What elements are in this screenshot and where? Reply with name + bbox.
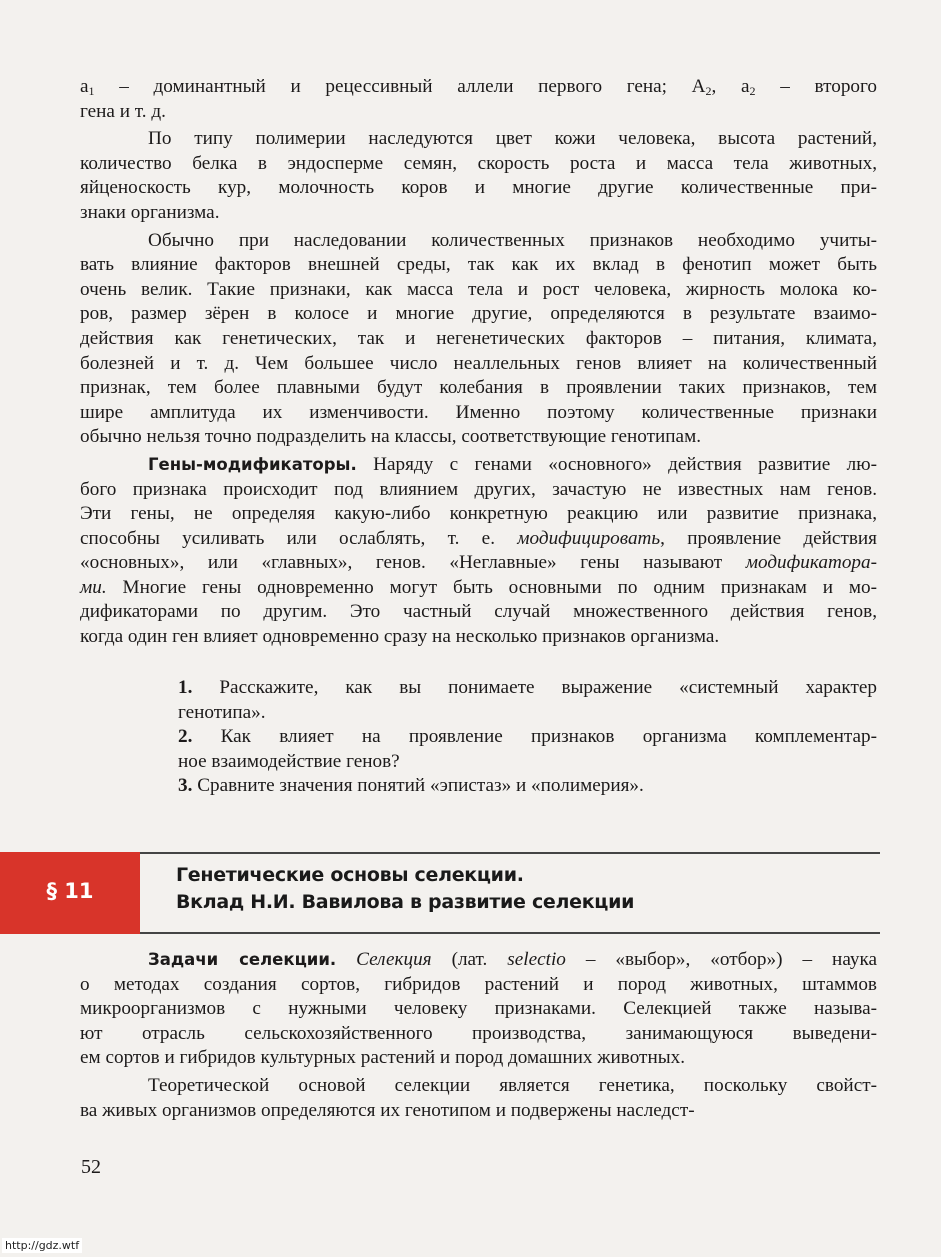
text-run: количество белка в эндосперме семян, скорость роста и масса тела животных, <box>80 152 877 174</box>
review-questions <box>178 676 877 799</box>
text-run: ем сортов и гибридов культурных растений и пород домашних животных. <box>80 1047 685 1069</box>
text-run: Расскажите, как вы понимаете выражение «системный характер <box>192 677 877 698</box>
body-text-top <box>80 75 877 653</box>
text-line <box>80 1046 877 1071</box>
text-run: ров, размер зёрен в колосе и многие другие, определяются в результате взаимо- <box>80 303 877 325</box>
text-line <box>178 774 877 799</box>
text-run: (лат. <box>431 949 508 970</box>
text-run: – доминантный и рецессивный аллели первого гена; A <box>94 76 706 97</box>
text-run: очень велик. Такие признаки, как масса тела и рост человека, жирность молока ко- <box>80 278 877 300</box>
text-line <box>80 576 877 601</box>
text-line <box>80 327 877 352</box>
section-title <box>176 862 634 916</box>
text-run: действия как генетических, так и негенетических факторов – питания, климата, <box>80 327 877 349</box>
question-number: 1. <box>178 677 193 698</box>
text-line <box>80 1074 877 1099</box>
text-run: обычно нельзя точно подразделить на классы, соответствующие генотипам. <box>80 426 702 448</box>
text-run: «основных», или «главных», генов. «Неглавные» гены называют <box>80 552 746 574</box>
text-run: ва живых организмов определяются их генотипом и подвержены наследст- <box>80 1099 695 1121</box>
text-run: , проявление действия <box>660 527 877 549</box>
text-line <box>178 725 877 750</box>
text-line <box>80 502 877 527</box>
text-line <box>80 625 877 650</box>
text-line <box>80 278 877 303</box>
text-run: Сравните значения понятий «эпистаз» и «полимерия». <box>192 775 644 797</box>
text-run: , a <box>711 76 750 97</box>
question-number: 2. <box>178 726 193 748</box>
text-run: 1 <box>88 84 95 98</box>
text-line <box>80 176 877 201</box>
emphasis: модифицировать <box>517 527 661 549</box>
text-line <box>80 352 877 377</box>
text-run: По типу полимерии наследуются цвет кожи человека, высота растений, <box>148 128 877 150</box>
text-run: – второго <box>755 76 877 97</box>
text-line <box>80 100 877 125</box>
divider <box>140 932 880 934</box>
text-line <box>80 201 877 226</box>
text-run: Эти гены, не определяя какую-либо конкретную реакцию или развитие признака, <box>80 503 877 525</box>
text-run: Наряду с генами «основного» действия развитие лю- <box>356 453 877 475</box>
text-line <box>80 1022 877 1047</box>
text-run: Как влияет на проявление признаков организма комплементар- <box>192 726 877 748</box>
text-run: a <box>80 76 89 97</box>
text-line <box>80 127 877 152</box>
paragraph <box>178 774 877 799</box>
paragraph <box>80 75 877 124</box>
text-line <box>80 478 877 503</box>
text-run: Многие гены одновременно могут быть основными по одним признакам и мо- <box>106 576 877 598</box>
question-number: 3. <box>178 775 193 797</box>
paragraph <box>80 948 877 1071</box>
text-run: генотипа». <box>178 701 266 723</box>
text-run: микроорганизмов с нужными человеку признаками. Селекцией также называ- <box>80 998 877 1020</box>
emphasis: selectio <box>507 949 566 970</box>
text-line <box>80 253 877 278</box>
text-line <box>80 425 877 450</box>
text-run: вать влияние факторов внешней среды, так как их вклад в фенотип может быть <box>80 254 877 276</box>
text-line <box>80 453 877 478</box>
paragraph <box>80 229 877 450</box>
text-run: гена и т. д. <box>80 100 166 122</box>
text-line <box>80 376 877 401</box>
text-run: 2 <box>749 84 756 98</box>
paragraph <box>178 676 877 725</box>
text-line <box>80 973 877 998</box>
text-line <box>178 750 877 775</box>
paragraph <box>80 1074 877 1123</box>
text-run: яйценоскость кур, молочность коров и многие другие количественные при- <box>80 177 877 199</box>
text-run: Обычно при наследовании количественных признаков необходимо учиты- <box>148 229 877 251</box>
text-run: ют отрасль сельскохозяйственного производства, занимающуюся выведени- <box>80 1022 877 1044</box>
text-run: когда один ген влияет одновременно сразу на несколько признаков организма. <box>80 626 720 648</box>
text-line <box>80 1099 877 1124</box>
run-in-heading: Гены-модификаторы. <box>148 454 357 474</box>
section-header <box>0 852 880 934</box>
text-run: признак, тем более плавными будут колебания в проявлении таких признаков, тем <box>80 377 877 399</box>
text-line <box>178 701 877 726</box>
text-line <box>80 997 877 1022</box>
text-line <box>80 229 877 254</box>
text-run: болезней и т. д. Чем большее число неаллельных генов влияет на количественный <box>80 352 877 374</box>
text-run: – «выбор», «отбор») – наука <box>565 949 877 970</box>
text-line <box>80 600 877 625</box>
page-number: 52 <box>81 1156 101 1178</box>
emphasis: ми. <box>80 576 107 598</box>
paragraph <box>178 725 877 774</box>
section-body-text <box>80 948 877 1126</box>
text-line <box>80 302 877 327</box>
text-run: 2 <box>705 84 712 98</box>
section-title-line: Вклад Н.И. Вавилова в развитие селекции <box>176 891 635 913</box>
text-run: Теоретической основой селекции является генетика, поскольку свойст- <box>148 1074 877 1096</box>
watermark: http://gdz.wtf <box>2 1238 82 1253</box>
text-run: шире амплитуда их изменчивости. Именно поэтому количественные признаки <box>80 401 877 423</box>
text-line <box>80 527 877 552</box>
run-in-heading: Задачи селекции. <box>148 950 337 969</box>
emphasis: модификатора- <box>745 552 877 574</box>
text-run: способны усиливать или ослаблять, т. е. <box>80 527 518 549</box>
emphasis: Селекция <box>356 949 432 970</box>
divider <box>140 852 880 854</box>
paragraph <box>80 127 877 225</box>
text-line <box>178 676 877 701</box>
text-line <box>80 551 877 576</box>
text-run <box>336 949 356 970</box>
text-run: дификаторами по другим. Это частный случай множественного действия генов, <box>80 601 877 623</box>
text-run: ное взаимодействие генов? <box>178 750 400 772</box>
text-run: бого признака происходит под влиянием других, зачастую не известных нам генов. <box>80 478 877 500</box>
text-run: знаки организма. <box>80 201 220 223</box>
paragraph <box>80 453 877 650</box>
text-run: о методах создания сортов, гибридов растений и пород животных, штаммов <box>80 973 877 995</box>
section-number: § 11 <box>46 879 94 903</box>
text-line <box>80 152 877 177</box>
text-line <box>80 948 877 973</box>
text-line <box>80 401 877 426</box>
section-title-line: Генетические основы селекции. <box>176 864 524 886</box>
text-line <box>80 75 877 100</box>
